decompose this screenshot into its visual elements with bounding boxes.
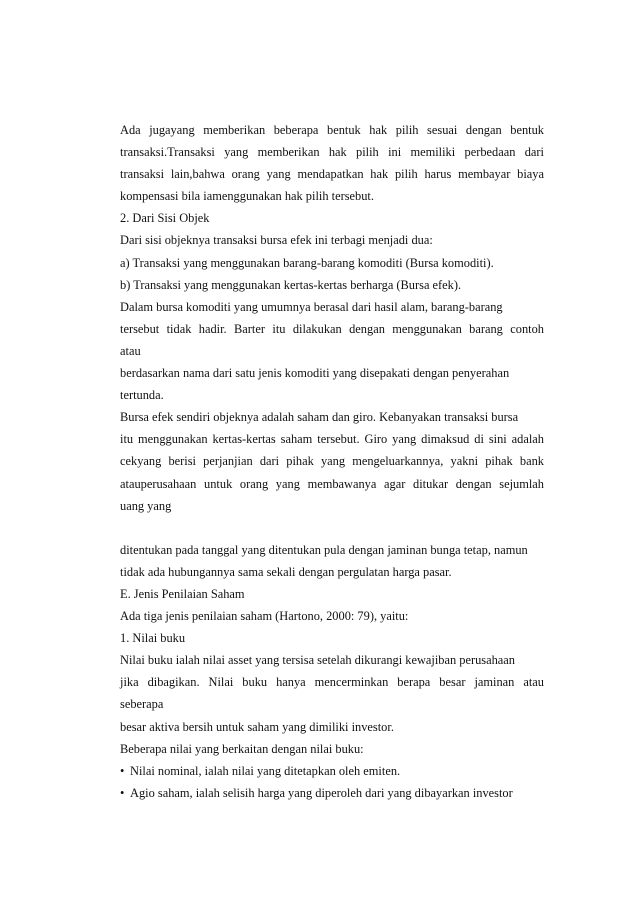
bullet-icon: • [120, 763, 125, 778]
text-line: transaksi.Transaksi yang memberikan hak pilih ini memiliki perbedaan dari [120, 145, 544, 160]
text-line: seberapa [120, 697, 164, 712]
list-item: a) Transaksi yang menggunakan barang-barang komoditi (Bursa komoditi). [120, 255, 494, 270]
text-line: berdasarkan nama dari satu jenis komoditi yang disepakati dengan penyerahan [120, 366, 510, 381]
bullet-text: Nilai nominal, ialah nilai yang ditetapkan oleh emiten. [130, 763, 401, 778]
text-line: Ada jugayang memberikan beberapa bentuk hak pilih sesuai dengan bentuk [120, 123, 544, 137]
subsection-heading: 1. Nilai buku [120, 631, 186, 646]
text-line: besar aktiva bersih untuk saham yang dimiliki investor. [120, 719, 394, 734]
section-heading: 2. Dari Sisi Objek [120, 211, 210, 226]
bullet-text: Agio saham, ialah selisih harga yang diperoleh dari yang dibayarkan investor [130, 785, 513, 800]
section-heading: E. Jenis Penilaian Saham [120, 586, 245, 601]
text-line: atau [120, 343, 141, 358]
text-line: Ada tiga jenis penilaian saham (Hartono, 2000: 79), yaitu: [120, 609, 409, 624]
text-line: tidak ada hubungannya sama sekali dengan pergulatan harga pasar. [120, 564, 452, 579]
text-line: transaksi lain,bahwa orang yang mendapatkan hak pilih harus membayar biaya [120, 167, 544, 182]
text-line: kompensasi bila iamenggunakan hak pilih tersebut. [120, 189, 374, 204]
text-line: uang yang [120, 498, 172, 513]
text-line: Beberapa nilai yang berkaitan dengan nilai buku: [120, 741, 364, 756]
text-line: itu menggunakan kertas-kertas saham tersebut. Giro yang dimaksud di sini adalah [120, 432, 544, 447]
text-line: jika dibagikan. Nilai buku hanya mencerminkan berapa besar jaminan atau [120, 675, 544, 690]
list-item: b) Transaksi yang menggunakan kertas-kertas berharga (Bursa efek). [120, 277, 462, 292]
bullet-item [120, 782, 544, 804]
text-line: Dalam bursa komoditi yang umumnya berasal dari hasil alam, barang-barang [120, 299, 503, 314]
text-line: Bursa efek sendiri objeknya adalah saham dan giro. Kebanyakan transaksi bursa [120, 410, 519, 425]
bullet-item [120, 760, 544, 782]
text-line: Nilai buku ialah nilai asset yang tersisa setelah dikurangi kewajiban perusahaan [120, 653, 515, 668]
text-line: tertunda. [120, 388, 164, 403]
text-line: cekyang berisi perjanjian dari pihak yang mengeluarkannya, yakni pihak bank [120, 454, 544, 469]
text-line: tersebut tidak hadir. Barter itu dilakukan dengan menggunakan barang contoh [120, 321, 544, 336]
text-line: Dari sisi objeknya transaksi bursa efek ini terbagi menjadi dua: [120, 233, 433, 248]
blank-line [120, 517, 544, 539]
text-line: ditentukan pada tanggal yang ditentukan pula dengan jaminan bunga tetap, namun [120, 542, 528, 557]
bullet-icon: • [120, 785, 125, 800]
body-text [120, 119, 544, 804]
text-line: atauperusahaan untuk orang yang membawanya agar ditukar dengan sejumlah [120, 476, 544, 491]
